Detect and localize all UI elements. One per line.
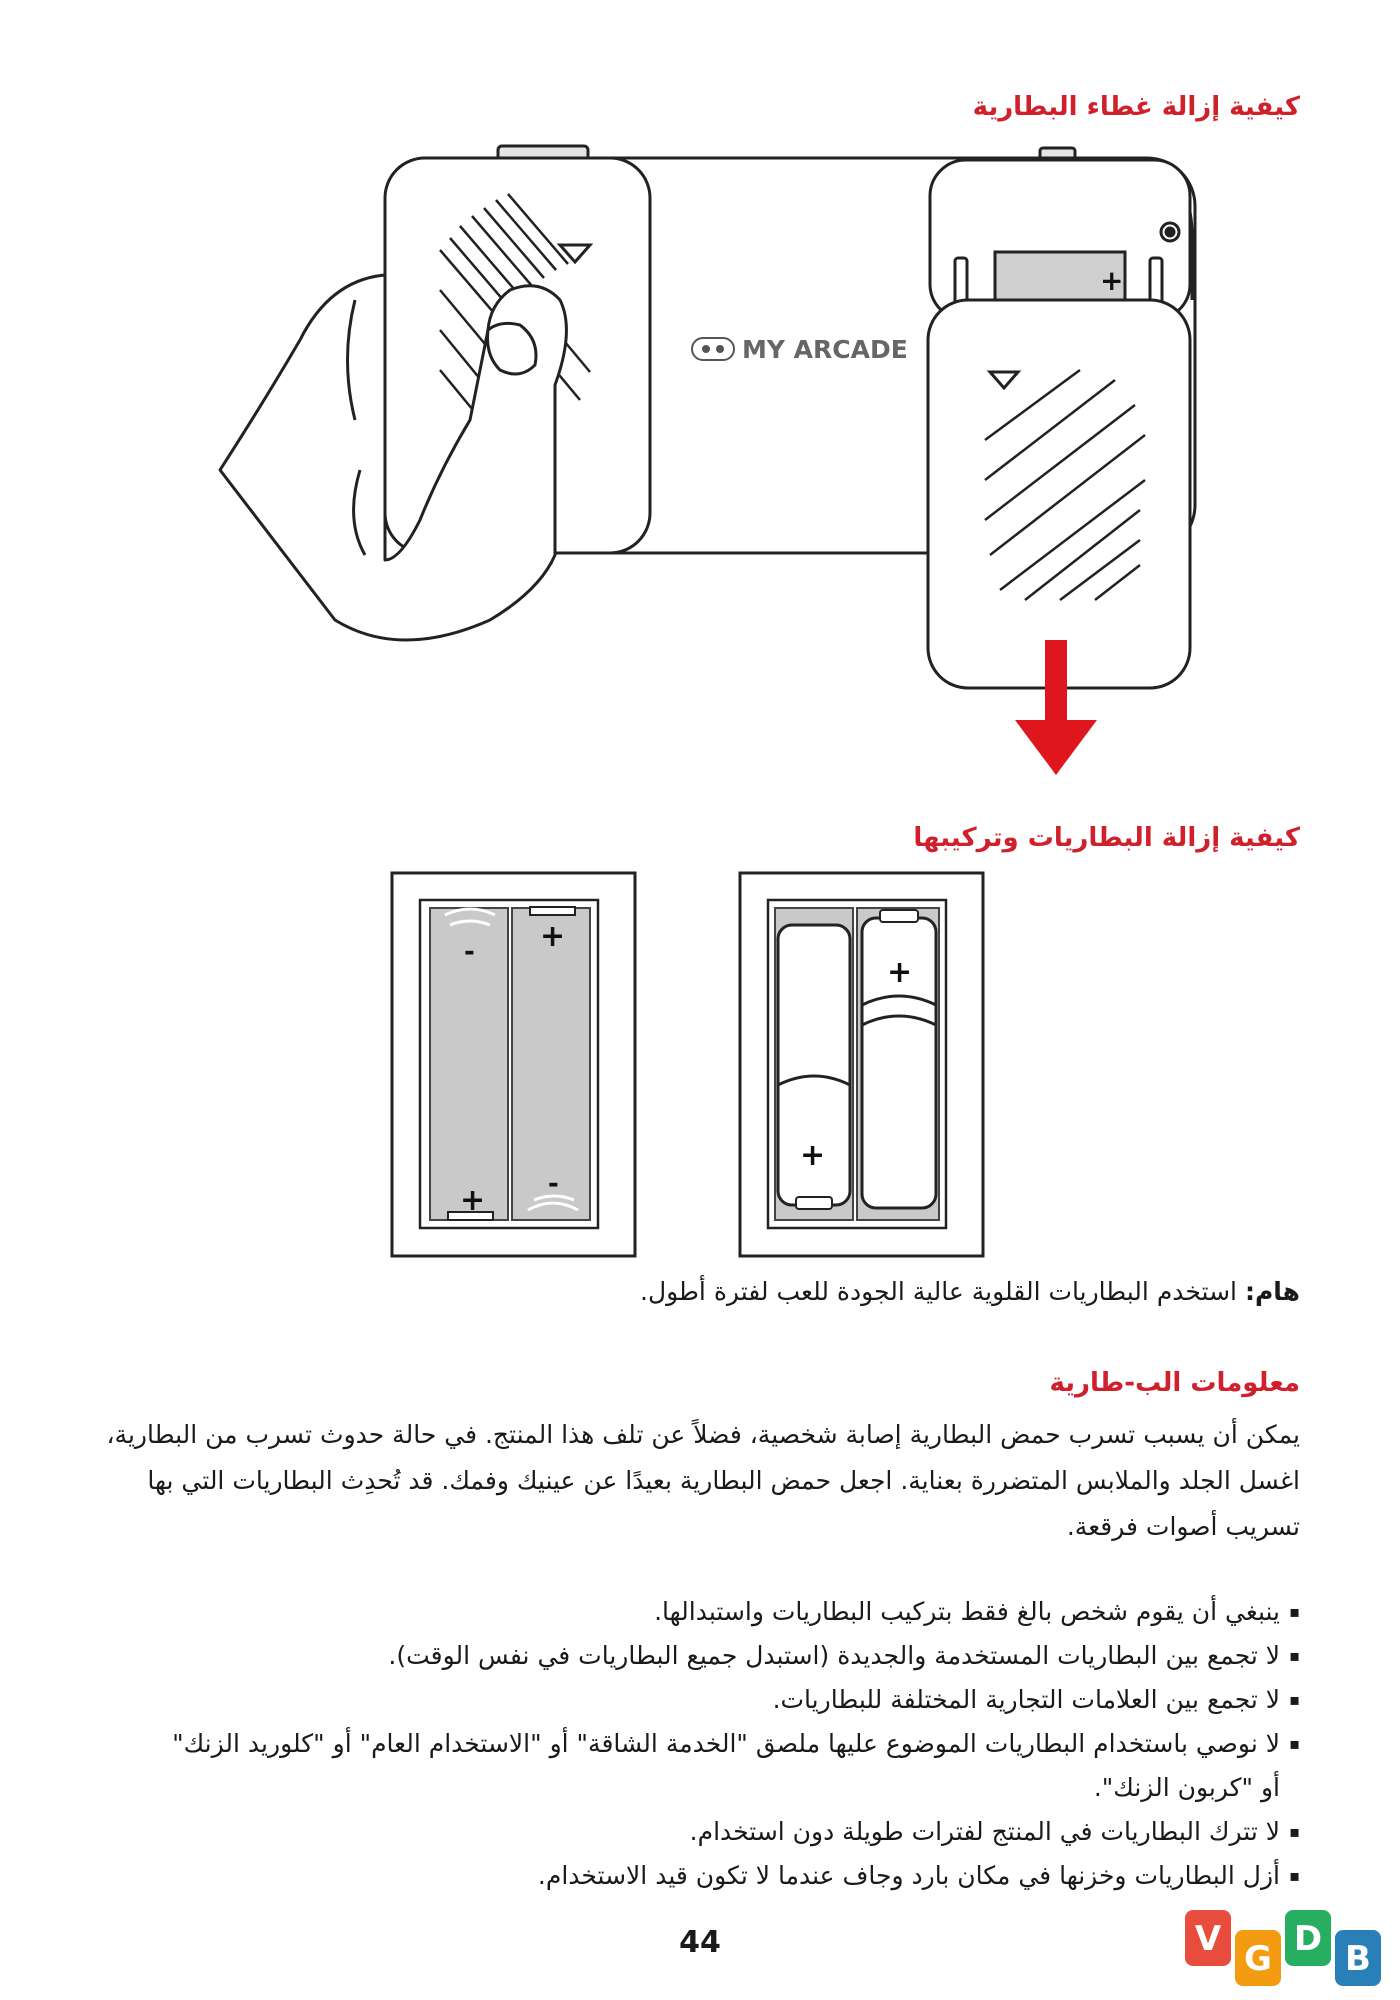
watermark-letter: D (1293, 1919, 1323, 1959)
note-text: استخدم البطاريات القلوية عالية الجودة للعب لفترة أطول. (640, 1277, 1237, 1306)
note-label: هام: (1244, 1277, 1300, 1306)
watermark-letter: V (1194, 1919, 1222, 1959)
plus-label-right-battery: + (887, 955, 913, 990)
heading-battery-info: معلومات الب-طارية (1049, 1368, 1300, 1398)
empty-compartment (392, 873, 635, 1256)
brand-text: MY ARCADE (742, 335, 908, 364)
list-item: ▪ لا نوصي باستخدام البطاريات الموضوع عليها ملصق "الخدمة الشاقة" أو "الاستخدام العام" أو "كلوريد الزنك" (140, 1722, 1300, 1766)
heading-remove-install: كيفية إزالة البطاريات وتركيبها (913, 823, 1300, 853)
vgdb-watermark-logo (1180, 1890, 1390, 2000)
minus-label: - (464, 937, 475, 967)
svg-text:+: + (1100, 264, 1124, 297)
plus-label-bottom: + (460, 1183, 486, 1218)
minus-label-bottom: - (548, 1169, 559, 1199)
paragraph-line: يمكن أن يسبب تسرب حمض البطارية إصابة شخصية، فضلاً عن تلف هذا المنتج. في حالة حدوث تسرب من البطارية، (106, 1420, 1300, 1449)
page-number: 44 (679, 1925, 721, 1960)
paragraph-line: تسريب أصوات فرقعة. (1066, 1512, 1300, 1541)
important-note (300, 1277, 1300, 1306)
battery-warning-paragraph (106, 1412, 1300, 1550)
list-item: ▪ ينبغي أن يقوم شخص بالغ فقط بتركيب البطاريات واستبدالها. (140, 1590, 1300, 1634)
plus-label-left-battery: + (800, 1138, 826, 1173)
watermark-letter: B (1345, 1939, 1371, 1979)
plus-label: + (540, 919, 566, 954)
list-item: ▪ أزل البطاريات وخزنها في مكان بارد وجاف عندما لا تكون قيد الاستخدام. (140, 1854, 1300, 1898)
watermark-letter: G (1244, 1939, 1272, 1979)
filled-compartment (740, 873, 983, 1256)
list-item: ▪ لا تجمع بين العلامات التجارية المختلفة للبطاريات. (140, 1678, 1300, 1722)
heading-remove-cover: كيفية إزالة غطاء البطارية (972, 92, 1300, 122)
list-item: ▪ لا تترك البطاريات في المنتج لفترات طويلة دون استخدام. (140, 1810, 1300, 1854)
paragraph-line: اغسل الجلد والملابس المتضررة بعناية. اجعل حمض البطارية بعيدًا عن عينيك وفمك. قد تُحدِث البطاريات التي بها (147, 1466, 1300, 1495)
battery-rules-list (140, 1590, 1300, 1898)
list-item: ▪ لا تجمع بين البطاريات المستخدمة والجديدة (استبدل جميع البطاريات في نفس الوقت). (140, 1634, 1300, 1678)
list-item-continuation: أو "كربون الزنك". (1093, 1773, 1280, 1802)
